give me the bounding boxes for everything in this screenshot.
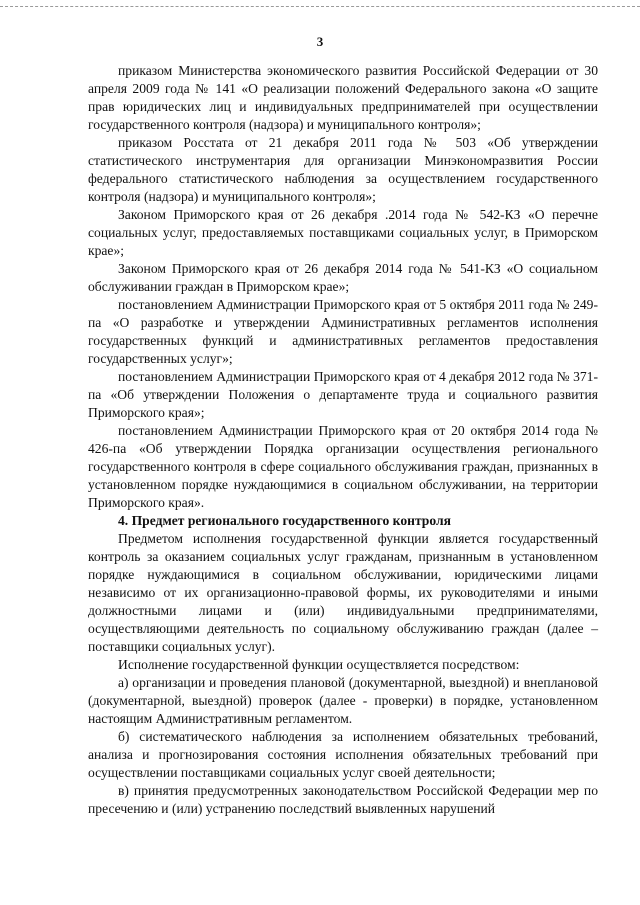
paragraph-execution-intro: Исполнение государственной функции осуществляется посредством: (118, 657, 520, 672)
paragraph-order-mineconomy: приказом Министерства экономического развития Российской Федерации от 30 апреля 2009 года № 141 «О реализации положений Федерального закона «О защите прав юридических лиц и индивидуальных предпринимателей при осуществлении государственного контроля (надзора) и муниципального контроля»; (88, 63, 598, 132)
paragraph-resolution-249: постановлением Администрации Приморского края от 5 октября 2011 года № 249-па «О разработке и утверждении Административных регламентов исполнения государственных функций и административных регламентов предоставления государственных услуг»; (88, 297, 598, 366)
paragraph-subject: Предметом исполнения государственной функции является государственный контроль за оказанием социальных услуг гражданам, признанным в установленном порядке нуждающимися в социальном обслуживании, юридическими лицами независимо от их организационно-правовой формы, их руководителями и иными должностными лицами и (или) индивидуальными предпринимателями, осуществляющими деятельность по социальному обслуживанию граждан (далее – поставщики социальных услуг). (88, 531, 598, 654)
paragraph-resolution-371: постановлением Администрации Приморского края от 4 декабря 2012 года № 371-па «Об утверждении Положения о департаменте труда и социального развития Приморского края»; (88, 369, 598, 420)
paragraph-order-rosstat: приказом Росстата от 21 декабря 2011 года № 503 «Об утверждении статистического инструментария для организации Минэкономразвития России федерального статистического наблюдения за осуществлением государственного контроля (надзора) и муниципального контроля»; (88, 135, 598, 204)
page-number: 3 (316, 34, 324, 49)
section-heading: 4. Предмет регионального государственного контроля (118, 513, 451, 528)
list-item-a: а) организации и проведения плановой (документарной, выездной) и внеплановой (документарной, выездной) проверок (далее - проверки) в порядке, установленном настоящим Административным регламентом. (88, 675, 598, 726)
paragraph-law-541: Законом Приморского края от 26 декабря 2014 года № 541-КЗ «О социальном обслуживании граждан в Приморском крае»; (88, 261, 598, 294)
list-item-b: б) систематического наблюдения за исполнением обязательных требований, анализа и прогнозирования состояния исполнения обязательных требований при осуществлении поставщиками социальных услуг своей деятельности; (88, 729, 598, 780)
paragraph-law-542: Законом Приморского края от 26 декабря .2014 года № 542-КЗ «О перечне социальных услуг, предоставляемых поставщиками социальных услуг, в Приморском крае»; (88, 207, 598, 258)
list-item-v: в) принятия предусмотренных законодательством Российской Федерации мер по пресечению и (или) устранению последствий выявленных нарушений (88, 783, 598, 816)
page-top-rule (0, 6, 640, 7)
document-body (88, 62, 598, 818)
paragraph-resolution-426: постановлением Администрации Приморского края от 20 октября 2014 года № 426-па «Об утверждении Порядка организации осуществления регионального государственного контроля в сфере социального обслуживания граждан, признанных в установленном порядке нуждающимися в социальном обслуживании, на территории Приморского края». (88, 423, 598, 510)
